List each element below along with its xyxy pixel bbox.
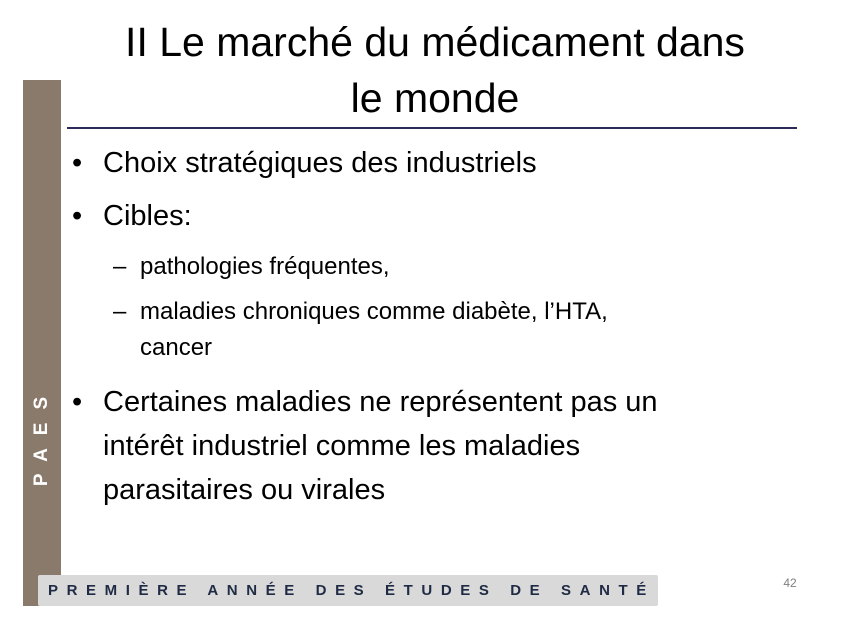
sidebar-label-text: PAES (31, 383, 52, 487)
sub-bullet-text (140, 294, 780, 366)
sidebar-band (23, 80, 61, 606)
slide-title (75, 14, 795, 126)
dash-symbol: – (113, 298, 127, 325)
bullet-symbol: • (72, 386, 83, 418)
dash-symbol: – (113, 253, 127, 280)
bullet-text (103, 380, 793, 512)
bullet-line-3: parasitaires ou virales (103, 474, 386, 506)
sub-bullet-text: pathologies fréquentes, (140, 253, 390, 280)
bullet-symbol: • (72, 200, 83, 232)
page-number: 42 (783, 576, 797, 590)
sidebar-label (23, 365, 61, 505)
footer-banner (38, 575, 658, 606)
title-underline (67, 127, 797, 129)
bullet-line-1: Certaines maladies ne représentent pas un (103, 386, 658, 418)
sub-bullet-line-2: cancer (140, 334, 213, 361)
sub-bullet-line-1: maladies chroniques comme diabète, l’HTA, (140, 298, 608, 325)
title-line-1: II Le marché du médicament dans (125, 19, 745, 65)
footer-text: PREMIÈRE ANNÉE DES ÉTUDES DE SANTÉ (48, 582, 655, 599)
bullet-line-2: intérêt industriel comme les maladies (103, 430, 581, 462)
bullet-text: Choix stratégiques des industriels (103, 147, 537, 179)
title-line-2: le monde (350, 75, 520, 121)
bullet-text: Cibles: (103, 200, 192, 232)
bullet-symbol: • (72, 147, 83, 179)
